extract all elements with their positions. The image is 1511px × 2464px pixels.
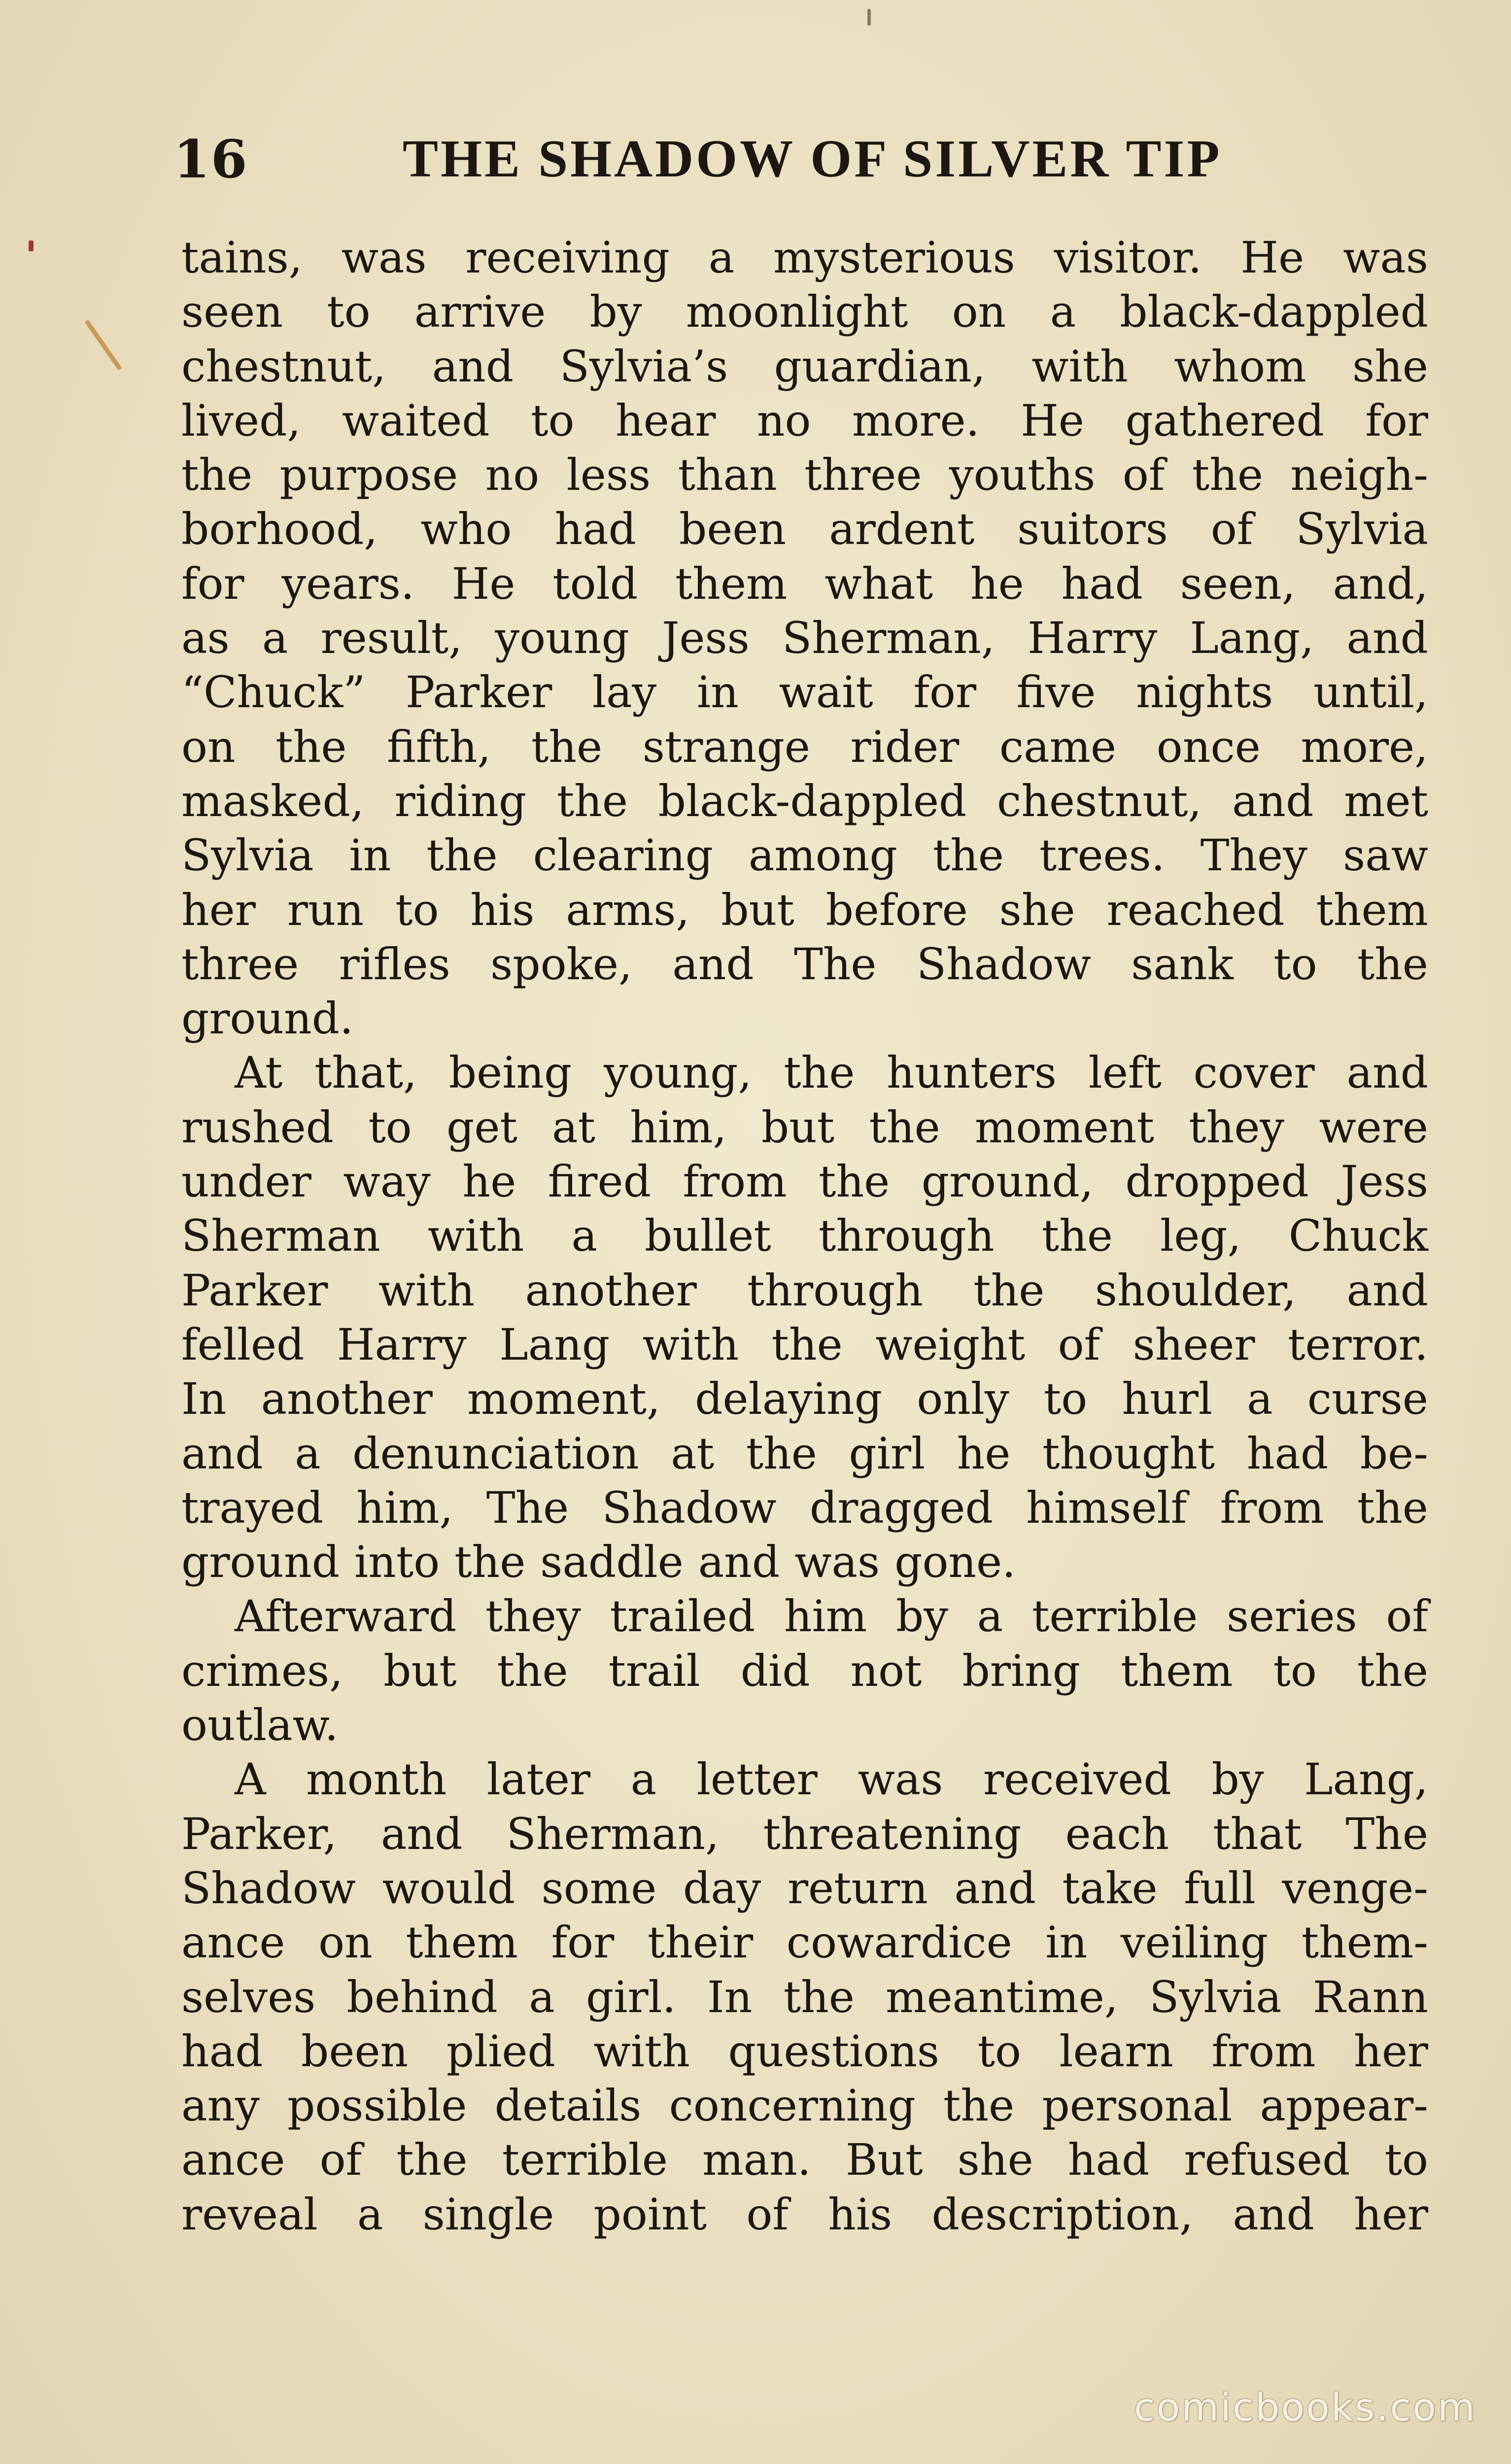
text-line: Sherman with a bullet through the leg, Chuck <box>181 1210 1428 1262</box>
text-line: selves behind a girl. In the meantime, Sylvia Rann <box>181 1971 1428 2022</box>
text-line: crimes, but the trail did not bring them to the <box>181 1645 1428 1696</box>
text-line: outlaw. <box>181 1700 339 1751</box>
text-line: ground. <box>181 993 354 1044</box>
margin-ink-mark <box>29 240 34 251</box>
top-ink-mark <box>867 9 871 26</box>
text-line: Parker, and Sherman, threatening each that The <box>181 1808 1428 1859</box>
page-number: 16 <box>173 128 248 190</box>
text-line: Sylvia in the clearing among the trees. They saw <box>181 830 1428 881</box>
text-line: felled Harry Lang with the weight of sheer terror. <box>181 1319 1428 1370</box>
text-line: Parker with another through the shoulder, and <box>181 1265 1428 1316</box>
text-line: had been plied with questions to learn from her <box>181 2025 1428 2077</box>
page-header <box>173 127 1435 191</box>
text-line: as a result, young Jess Sherman, Harry Lang, and <box>181 613 1428 664</box>
text-line: A month later a letter was received by Lang, <box>235 1754 1428 1805</box>
text-line: trayed him, The Shadow dragged himself from the <box>181 1482 1428 1533</box>
text-line: for years. He told them what he had seen, and, <box>181 558 1428 609</box>
text-line: three rifles spoke, and The Shadow sank to the <box>181 938 1428 990</box>
body-text <box>181 231 1428 2242</box>
running-title: THE SHADOW OF SILVER TIP <box>403 130 1222 188</box>
text-line: ground into the saddle and was gone. <box>181 1537 1016 1588</box>
text-line: “Chuck” Parker lay in wait for five nights until, <box>181 667 1428 718</box>
text-line: lived, waited to hear no more. He gathered for <box>181 395 1428 446</box>
text-line: rushed to get at him, but the moment they were <box>181 1101 1428 1153</box>
text-line: At that, being young, the hunters left cover and <box>235 1047 1428 1098</box>
text-line: reveal a single point of his description, and her <box>181 2189 1428 2240</box>
text-line: seen to arrive by moonlight on a black-dappled <box>181 286 1428 338</box>
text-line: the purpose no less than three youths of the neigh- <box>181 449 1428 501</box>
text-line: under way he fired from the ground, dropped Jess <box>181 1156 1428 1207</box>
text-line: ance on them for their cowardice in veiling them- <box>181 1917 1428 1968</box>
text-line: Afterward they trailed him by a terrible series of <box>235 1591 1428 1642</box>
text-line: chestnut, and Sylvia’s guardian, with whom she <box>181 341 1428 392</box>
text-line: any possible details concerning the personal appear- <box>181 2080 1428 2131</box>
text-line: on the fifth, the strange rider came once more, <box>181 721 1428 772</box>
text-line: masked, riding the black-dappled chestnut, and met <box>181 775 1428 826</box>
watermark: comicbooks.com <box>1133 2386 1477 2430</box>
margin-pencil-mark <box>84 319 122 370</box>
text-line: Shadow would some day return and take full venge- <box>181 1862 1428 1914</box>
text-line: ance of the terrible man. But she had refused to <box>181 2134 1428 2186</box>
text-line: tains, was receiving a mysterious visitor. He was <box>181 232 1428 283</box>
text-line: and a denunciation at the girl he thought had be- <box>181 1428 1428 1479</box>
text-line: borhood, who had been ardent suitors of Sylvia <box>181 504 1428 555</box>
text-line: her run to his arms, but before she reached them <box>181 884 1428 935</box>
text-line: In another moment, delaying only to hurl a curse <box>181 1373 1428 1425</box>
